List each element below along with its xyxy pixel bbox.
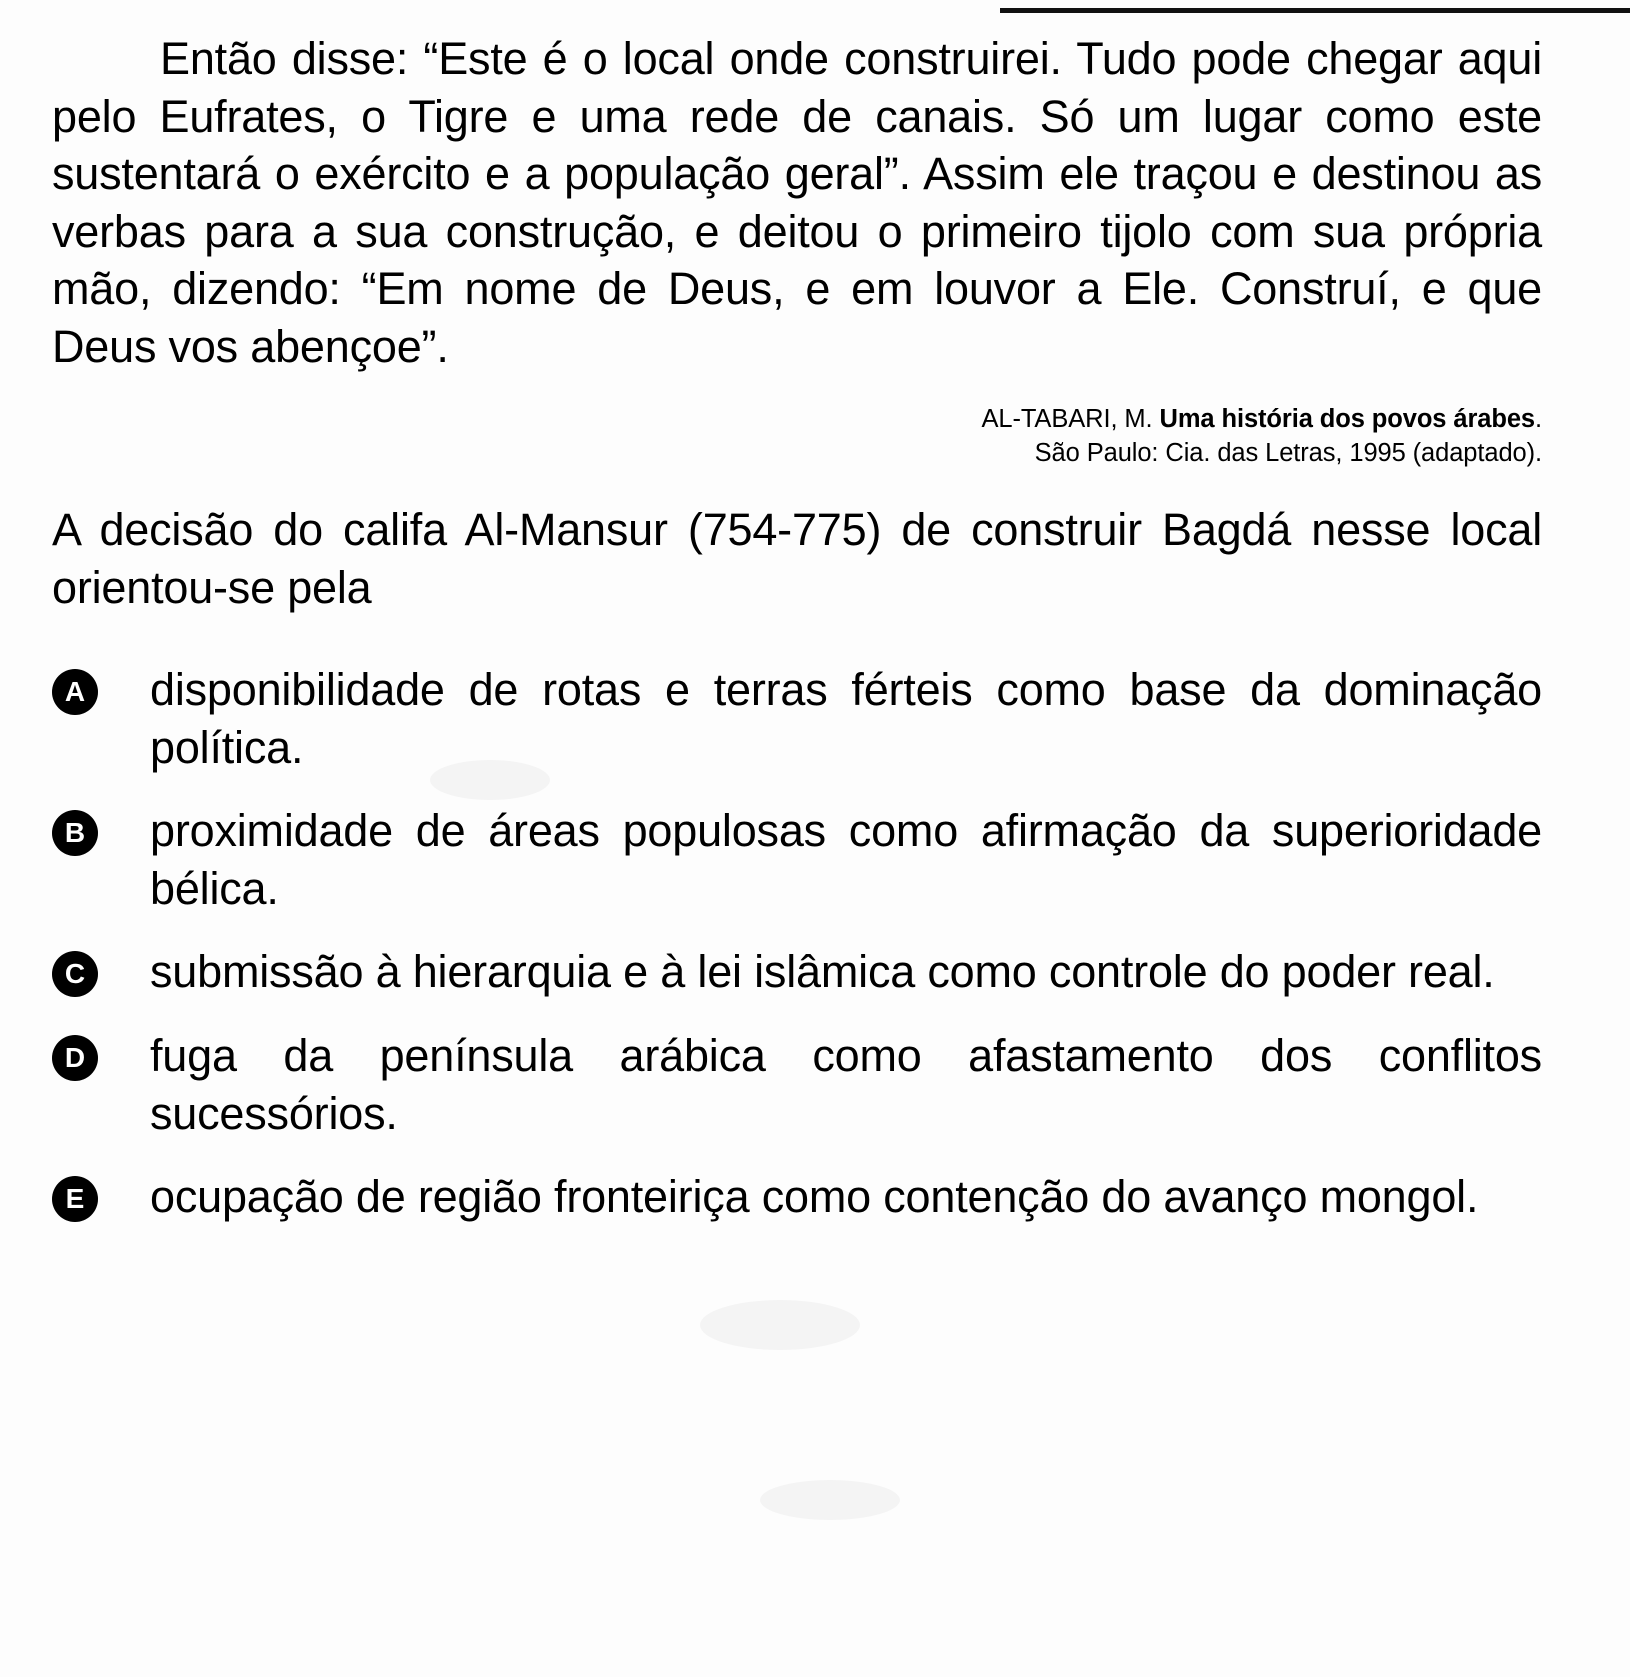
source-title-period: . (1535, 404, 1542, 433)
option-e[interactable] (52, 1168, 1542, 1226)
option-d[interactable] (52, 1027, 1542, 1142)
top-divider-rule (1000, 8, 1630, 13)
option-b[interactable] (52, 802, 1542, 917)
option-letter-a-icon: A (52, 669, 98, 715)
question-stem: A decisão do califa Al-Mansur (754-775) de construir Bagdá nesse local orientou-se pela (52, 503, 1542, 613)
scan-artifact (700, 1300, 860, 1350)
source-title: Uma história dos povos árabes (1159, 404, 1535, 433)
option-a-text: disponibilidade de rotas e terras férteis como base da dominação política. (150, 664, 1542, 773)
option-a[interactable] (52, 661, 1542, 776)
option-letter-d-icon: D (52, 1035, 98, 1081)
answer-options-list (52, 661, 1542, 1226)
source-author: AL-TABARI, M. (981, 404, 1160, 433)
option-d-text: fuga da península arábica como afastamento dos conflitos sucessórios. (150, 1030, 1542, 1139)
source-line-2: São Paulo: Cia. das Letras, 1995 (adaptado). (1034, 439, 1542, 468)
option-e-text: ocupação de região fronteiriça como contenção do avanço mongol. (150, 1171, 1479, 1223)
option-c[interactable] (52, 943, 1542, 1001)
option-letter-e-icon: E (52, 1176, 98, 1222)
scan-artifact (760, 1480, 900, 1520)
question-content (52, 30, 1542, 1252)
option-letter-b-icon: B (52, 810, 98, 856)
source-line-1 (52, 402, 1542, 437)
option-letter-c-icon: C (52, 951, 98, 997)
option-b-text: proximidade de áreas populosas como afirmação da superioridade bélica. (150, 805, 1542, 914)
option-c-text: submissão à hierarquia e à lei islâmica como controle do poder real. (150, 946, 1495, 998)
quote-text: Então disse: “Este é o local onde construirei. Tudo pode chegar aqui pelo Eufrates, o Tigre e uma rede de canais. Só um lugar como este sustentará o exército e a população geral”. Assim ele traçou e destinou as verbas para a sua construção, e deitou o primeiro tijolo com sua própria mão, dizendo: “Em nome de Deus, e em louvor a Ele. Construí, e que Deus vos abençoe”. (52, 33, 1542, 372)
source-citation (52, 402, 1542, 471)
